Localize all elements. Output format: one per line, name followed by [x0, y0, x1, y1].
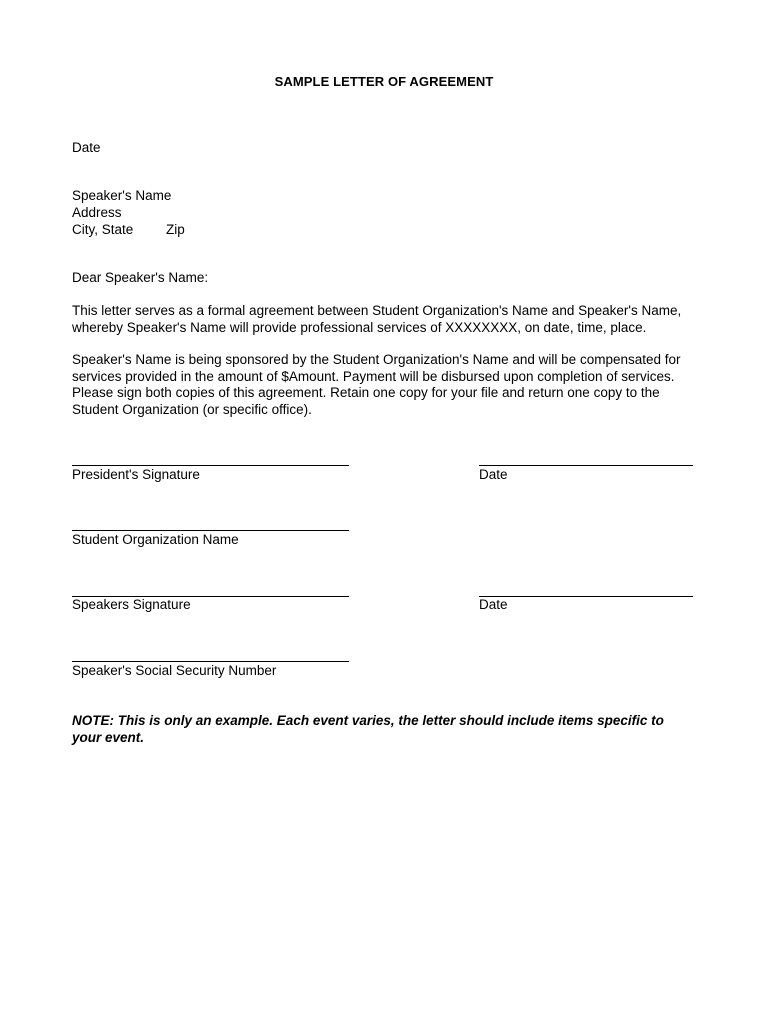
- recipient-name: Speaker's Name: [72, 188, 172, 203]
- recipient-address: Address: [72, 205, 122, 220]
- agreement-paragraph: [72, 303, 702, 336]
- paragraph-line: services provided in the amount of $Amount. Payment will be disbursed upon completion of services.: [72, 368, 675, 384]
- note-text: [72, 712, 692, 746]
- president-signature-label: President's Signature: [72, 467, 200, 482]
- president-signature-line[interactable]: [72, 465, 349, 466]
- salutation: Dear Speaker's Name:: [72, 270, 209, 285]
- paragraph-line: Speaker's Name is being sponsored by the Student Organization's Name and will be compensated for: [72, 352, 681, 367]
- note-line: NOTE: This is only an example. Each event varies, the letter should include items specific to: [72, 713, 664, 728]
- speaker-date-label: Date: [479, 597, 508, 612]
- president-date-line[interactable]: [479, 465, 693, 466]
- document-title: SAMPLE LETTER OF AGREEMENT: [274, 74, 494, 89]
- ssn-label: Speaker's Social Security Number: [72, 663, 277, 678]
- paragraph-line: whereby Speaker's Name will provide professional services of XXXXXXXX, on date, time, place.: [72, 319, 647, 335]
- organization-name-line[interactable]: [72, 530, 349, 531]
- ssn-line[interactable]: [72, 661, 349, 662]
- speaker-date-line[interactable]: [479, 596, 693, 597]
- paragraph-line: This letter serves as a formal agreement between Student Organization's Name and Speaker's Name,: [72, 303, 682, 318]
- speaker-signature-label: Speakers Signature: [72, 597, 191, 612]
- paragraph-line: Please sign both copies of this agreement. Retain one copy for your file and return one copy to the: [72, 385, 660, 400]
- date-line: Date: [72, 140, 101, 155]
- organization-name-label: Student Organization Name: [72, 532, 239, 547]
- president-date-label: Date: [479, 467, 508, 482]
- note-line: your event.: [72, 730, 145, 745]
- paragraph-line: Student Organization (or specific office).: [72, 401, 312, 417]
- recipient-zip: Zip: [166, 222, 185, 237]
- recipient-city-state: City, State: [72, 222, 134, 237]
- sponsorship-paragraph: [72, 352, 702, 418]
